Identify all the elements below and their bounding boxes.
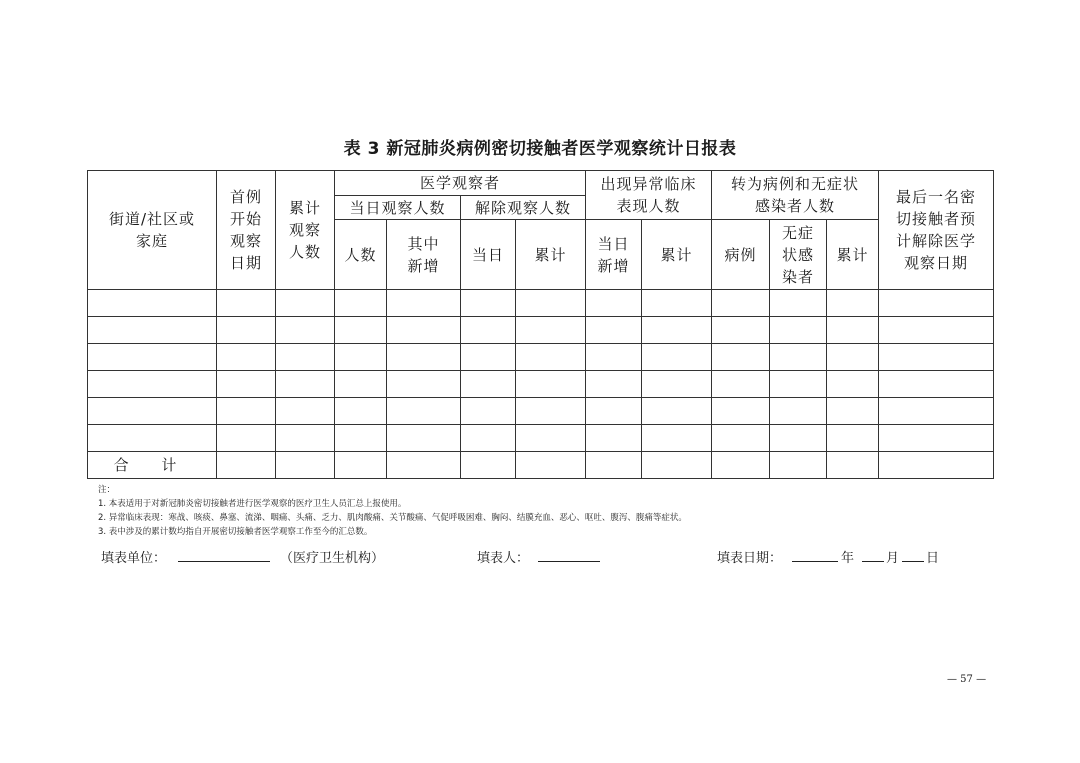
day-label: 日 [926, 551, 940, 566]
note-item: 2. 异常临床表现：寒战、咳痰、鼻塞、流涕、咽痛、头痛、乏力、肌肉酸痛、关节酸痛、气促呼吸困难、胸闷、结膜充血、恶心、呕吐、腹泻、腹痛等症状。 [98, 513, 687, 523]
header-today: 当日 [461, 220, 516, 290]
report-table [87, 170, 994, 479]
month-label: 月 [886, 551, 900, 566]
header-cumulative-observed: 累计 观察 人数 [276, 171, 335, 290]
page-number: — 57 — [947, 674, 987, 685]
notes [98, 483, 687, 539]
fill-unit-label: 填表单位： [101, 551, 167, 566]
header-medical-observers: 医学观察者 [335, 171, 586, 196]
note-item: 3. 表中涉及的累计数均指自开展密切接触者医学观察工作至今的汇总数。 [98, 527, 373, 537]
header-people: 人数 [335, 220, 387, 290]
header-newly-added: 其中 新增 [387, 220, 461, 290]
filler-label: 填表人： [477, 551, 530, 566]
notes-heading: 注： [98, 485, 116, 495]
table-row [88, 290, 994, 317]
header-asymptomatic: 无症 状感 染者 [770, 220, 827, 290]
table-row [88, 344, 994, 371]
header-today-observed: 当日观察人数 [335, 196, 461, 220]
header-abnormal-symptoms: 出现异常临床 表现人数 [586, 171, 712, 220]
fill-date-label: 填表日期： [717, 551, 783, 566]
header-cases: 病例 [712, 220, 770, 290]
header-total: 累计 [642, 220, 712, 290]
header-released-observed: 解除观察人数 [461, 196, 586, 220]
table-row [88, 317, 994, 344]
fill-unit-note: （医疗卫生机构） [280, 551, 385, 566]
header-first-observe-date: 首例 开始 观察 日期 [217, 171, 276, 290]
form-footer [0, 547, 1080, 567]
header-last-release-date: 最后一名密 切接触者预 计解除医学 观察日期 [879, 171, 994, 290]
header-total: 累计 [827, 220, 879, 290]
year-label: 年 [841, 551, 855, 566]
table-row [88, 425, 994, 452]
note-item: 1. 本表适用于对新冠肺炎密切接触者进行医学观察的医疗卫生人员汇总上报使用。 [98, 499, 407, 509]
header-today-new: 当日 新增 [586, 220, 642, 290]
table-row [88, 371, 994, 398]
total-row [88, 452, 994, 479]
table-row [88, 398, 994, 425]
header-street: 街道/社区或 家庭 [88, 171, 217, 290]
header-converted: 转为病例和无症状 感染者人数 [712, 171, 879, 220]
header-total: 累计 [516, 220, 586, 290]
total-label: 合 计 [88, 452, 217, 479]
table-title: 表 3 新冠肺炎病例密切接触者医学观察统计日报表 [343, 139, 737, 159]
